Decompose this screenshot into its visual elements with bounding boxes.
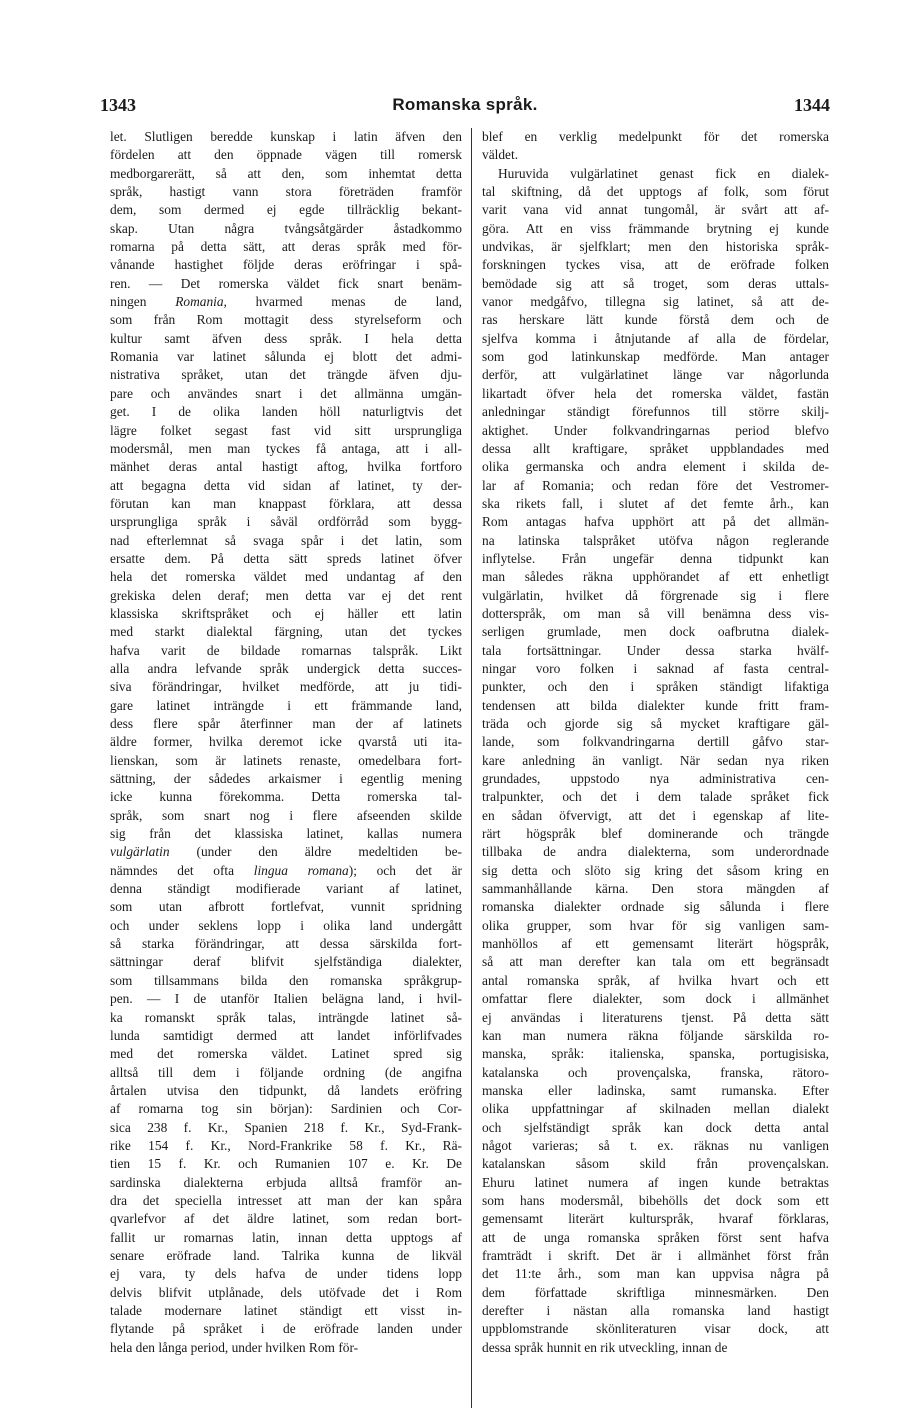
text-line: ras herskare lätt kunde förstå dem och de	[482, 312, 829, 328]
text-line: vulgärlatin (under den äldre medeltiden be-	[110, 844, 462, 860]
text-line: olika uppfattningar af skilnaden mellan dialekt	[482, 1101, 829, 1117]
text-line: dessa allt kraftigare, språket uppblandades med	[482, 440, 829, 456]
text-line: väldet.	[482, 147, 519, 163]
page-header	[100, 94, 830, 118]
text-line: grundades, uppstodo nya administrativa cen-	[482, 771, 829, 787]
text-line: gare latinet inträngde i ett främmande land,	[110, 697, 462, 713]
text-line: vulgärlatin, hvilket då förgrenade sig i flere	[482, 587, 829, 603]
text-line: Huruvida vulgärlatinet genast fick en dialek-	[498, 165, 829, 181]
text-line: hela den långa period, under hvilken Rom för-	[110, 1339, 359, 1355]
text-line: göra. Att en viss främmande brytning ej kunde	[482, 220, 829, 236]
text-line: att de unga romanska språken först sent hafva	[482, 1229, 829, 1245]
text-line: kultur samt äfven dess språk. I hela detta	[110, 330, 462, 346]
text-line: en sådan öfvervigt, att det i egenskap af lite-	[482, 807, 829, 823]
text-line: modersmål, men man tyckes få antaga, att i all-	[110, 440, 462, 456]
text-line: omfattar flere dialekter, som dock i allmänhet	[482, 991, 829, 1007]
left-column	[110, 128, 462, 1357]
text-line: dem, som dermed ej egde tillräcklig bekant-	[110, 202, 462, 218]
text-line: bemödade sig att så troget, som deras uttals-	[482, 275, 829, 291]
text-line: denna ständigt modifierade variant af latinet,	[110, 881, 462, 897]
text-line: skap. Utan några tvångsåtgärder åstadkommo	[110, 220, 462, 236]
text-line: rike 154 f. Kr., Nord-Frankrike 58 f. Kr., Rä-	[110, 1137, 462, 1153]
text-line: manhöllos af ett gemensamt literärt högspråk,	[482, 936, 829, 952]
text-line: siva förändringar, hvilket medförde, att ju tidi-	[110, 679, 462, 695]
text-line: flytande på språket i de eröfrade landen under	[110, 1321, 462, 1337]
text-line: rärt högspråk blef dominerande och trängde	[482, 826, 829, 842]
text-line: sättning, der sådedes arkaismer i egentlig mening	[110, 771, 462, 787]
text-line: dotterspråk, om man så vill benämna dess vis-	[482, 605, 829, 621]
text-line: katalanskan såsom skild från provençalskan.	[482, 1156, 829, 1172]
text-line: blef en verklig medelpunkt för det romerska	[482, 129, 829, 144]
text-line: man således räkna upphörandet af ett enhetligt	[482, 569, 829, 585]
text-line: varit vana vid annat tungomål, är svårt att af-	[482, 202, 829, 218]
text-line: och sjelfständigt språk kan dock detta antal	[482, 1119, 829, 1135]
text-line: att begagna detta vid sidan af latinet, ty der-	[110, 477, 462, 493]
text-line: aktighet. Under folkvandringarnas period blefvo	[482, 422, 829, 438]
text-line: fallit ur romarnas latin, innan detta upptogs af	[110, 1229, 462, 1245]
text-line: och under seklens lopp i olika land undergått	[110, 917, 462, 933]
text-line: nämndes det ofta lingua romana); och det är	[110, 862, 462, 878]
text-line: hela det romerska väldet med undantag af den	[110, 569, 462, 585]
text-line: sammanhållande kärna. Den stora mängden af	[482, 881, 829, 897]
text-line: dessa språk hunnit en rik utveckling, innan de	[482, 1339, 728, 1355]
text-line: hafva varit de bildade romarnas talspråk. Likt	[110, 642, 462, 658]
text-line: äldre former, hvilka deremot icke qvarstå uti ita-	[110, 734, 462, 750]
text-line: tendensen att bilda dialekter kunde fritt fram-	[482, 697, 829, 713]
text-line: som hans modersmål, bibehölls det dock som ett	[482, 1192, 829, 1208]
text-line: sig detta och slöto sig kring det såsom kring en	[482, 862, 829, 878]
text-line: ren. — Det romerska väldet fick snart benäm-	[110, 275, 462, 291]
text-line: något varieras; så t. ex. räknas nu vanligen	[482, 1137, 829, 1153]
text-line: ursprungliga språk i såväl ordförråd som bygg-	[110, 514, 462, 530]
text-line: sättningar deraf blifvit sjelfständiga dialekter,	[110, 954, 462, 970]
text-line: tala fortsättningar. Under dessa starka hvälf-	[482, 642, 829, 658]
text-line: punkter, och den i språken ständigt lifaktiga	[482, 679, 829, 695]
text-line: ej vara, ty dels hafva de under tidens lopp	[110, 1266, 462, 1282]
text-line: manska eller ladinska, samt rumanska. Efter	[482, 1082, 829, 1098]
text-line: senare eröfrade land. Talrika kunna de likväl	[110, 1247, 462, 1263]
text-line: nad efterlemnat så svaga spår i det latin, som	[110, 532, 462, 548]
text-line: klassiska skriftspråket och ej häller ett latin	[110, 605, 462, 621]
text-line: lar af Romania; och redan före det Vestromer-	[482, 477, 829, 493]
text-line: så starka förändringar, att dessa särskilda fort-	[110, 936, 462, 952]
text-line: tal skiftning, då det upptogs af folk, som förut	[482, 184, 829, 200]
running-title: Romanska språk.	[392, 95, 538, 114]
text-line: ningar voro folken i saknad af fasta central-	[482, 660, 829, 676]
text-line: likartadt öfver hela det romerska väldet, fastän	[482, 385, 829, 401]
text-line: let. Slutligen beredde kunskap i latin äfven den	[110, 129, 462, 144]
text-line: qvarlefvor af det äldre latinet, som redan bort-	[110, 1211, 462, 1227]
text-line: sica 238 f. Kr., Spanien 218 f. Kr., Syd-Frank-	[110, 1119, 462, 1135]
text-line: framträdt i skrift. Det är i allmänhet först från	[482, 1247, 829, 1263]
text-line: pare och användes snart i det allmänna umgän-	[110, 385, 462, 401]
text-line: tien 15 f. Kr. och Rumanien 107 e. Kr. De	[110, 1156, 462, 1172]
text-line: tillbaka de andra dialekterna, som underordnade	[482, 844, 829, 860]
page-number-right: 1344	[794, 95, 830, 115]
text-line: träda och gjorde sig så mycket kraftigare gäl-	[482, 716, 829, 731]
text-line: ka romanskt språk talas, inträngde latinet så-	[110, 1009, 462, 1025]
column-divider	[471, 128, 472, 1408]
text-line: Ehuru latinet numera af ingen kunde betraktas	[482, 1174, 829, 1190]
text-line: delvis blifvit utplånade, dels utöfvade det i Rom	[110, 1284, 462, 1300]
text-line: forskningen tyckes visa, att de eröfrade folken	[482, 257, 829, 273]
text-line: nistrativa språket, utan det trängde äfven dju-	[110, 367, 462, 383]
text-line: derför, att vulgärlatinet länge var någorlunda	[482, 367, 829, 383]
text-line: lienskan, som är latinets renaste, omedelbara fort-	[110, 752, 462, 768]
text-line: ej användas i literaturens tjenst. På detta sätt	[482, 1009, 829, 1025]
text-line: romarna på detta sätt, att deras språk med för-	[110, 239, 462, 255]
text-line: tralpunkter, och det i dem talade språket fick	[482, 789, 829, 805]
text-line: lande, som folkvandringarna dertill gåfvo star-	[482, 734, 829, 750]
text-line: talade modernare latinet ständigt ett visst in-	[110, 1303, 462, 1318]
text-line: uppblomstrande skönliteraturen visar dock, att	[482, 1321, 829, 1337]
text-line: antal romanska språk, af hvilka hvart och ett	[482, 972, 829, 988]
text-line: serligen grumlade, men dock oafbrutna dialek-	[482, 624, 829, 640]
text-line: manska, språk: italienska, spanska, portugisiska,	[482, 1046, 829, 1062]
text-line: fördelen att den öppnade vägen till romersk	[110, 147, 462, 163]
text-line: kan man numera räkna följande särskilda ro-	[482, 1027, 829, 1043]
text-line: af romarna tog sin början): Sardinien och Cor-	[110, 1101, 462, 1117]
text-line: alla andra lefvande språk undergick detta succes-	[110, 660, 462, 676]
text-line: na latinska talspråket utöfva någon reglerande	[482, 532, 829, 548]
text-line: Romania var latinet sålunda ej blott det admi-	[110, 349, 462, 365]
text-line: som god latinkunskap medförde. Man antager	[482, 349, 829, 365]
text-line: vanor medgåfvo, tillegna sig latinet, så att de-	[482, 294, 829, 310]
text-line: derefter i nästan alla romanska land hastigt	[482, 1303, 829, 1318]
text-line: dess flere spår återfinner man der af latinets	[110, 716, 462, 731]
text-line: sjelfva komma i åtnjutande af alla de fördelar,	[482, 330, 829, 346]
right-column	[482, 128, 829, 1357]
text-line: med det romerska väldet. Latinet spred sig	[110, 1046, 462, 1062]
page-number-left: 1343	[100, 95, 136, 115]
text-line: dem författade skriftliga minnesmärken. Den	[482, 1284, 829, 1300]
text-line: ningen Romania, hvarmed menas de land,	[110, 294, 462, 310]
text-line: dra det speciella intresset att man der kan spåra	[110, 1192, 462, 1208]
text-line: som tillsammans bilda den romanska språkgrup-	[110, 972, 462, 988]
text-line: anledningar ständigt förefunnos till större skilj-	[482, 404, 829, 420]
text-line: olika germanska och andra element i skilda de-	[482, 459, 829, 475]
text-line: språk, som snart nog i flere afseenden skilde	[110, 807, 462, 823]
text-line: undvikas, är sjelfklart; men den historiska språk-	[482, 239, 829, 255]
text-line: lunda samtidigt dermed att landet införlifvades	[110, 1027, 462, 1043]
text-line: ska rikets fall, i slutet af det femte årh., kan	[482, 495, 829, 511]
text-line: grekiska delen deraf; men detta var ej det rent	[110, 587, 462, 603]
text-line: medborgarerätt, så att den, som inhemtat detta	[110, 165, 462, 181]
text-line: romanska dialekter ordnade sig sålunda i flere	[482, 899, 829, 915]
text-line: som från Rom mottagit dess styrelseform och	[110, 312, 462, 328]
text-line: språk, hastigt vann stora företräden framför	[110, 184, 462, 200]
text-line: olika grupper, som hvar för sig vanligen sam-	[482, 917, 829, 933]
text-line: med starkt dialektal färgning, utan det tyckes	[110, 624, 462, 640]
text-line: inflytelse. Från ungefär denna tidpunkt kan	[482, 550, 829, 566]
text-line: Rom antagas hafva upphört att på det allmän-	[482, 514, 829, 530]
text-line: icke kunna förekomma. Detta romerska tal-	[110, 789, 462, 805]
text-line: pen. — I de utanför Italien belägna land, i hvil-	[110, 991, 462, 1007]
text-line: kare anledning än vanligt. När sedan nya riken	[482, 752, 829, 768]
text-line: get. I de olika landen höll naturligtvis det	[110, 404, 462, 420]
text-line: årtalen utvisa den tidpunkt, då landets eröfring	[110, 1082, 462, 1098]
text-line: gemensamt literärt kulturspråk, hvaraf förklaras,	[482, 1211, 829, 1227]
text-line: som utan afbrott fortlefvat, vunnit spridning	[110, 899, 462, 915]
text-line: mänhet deras antal hastigt aftog, hvilka fortforo	[110, 459, 462, 475]
text-line: vånande hastighet följde deras eröfringar i spå-	[110, 257, 462, 273]
text-line: alltså till dem i följande ordning (de angifna	[110, 1064, 462, 1080]
text-line: förutan kan man knappast förklara, att dessa	[110, 495, 462, 511]
text-line: sardinska dialekterna erbjuda alltså framför an-	[110, 1174, 462, 1190]
text-line: så att man derefter kan tala om ett begränsadt	[482, 954, 829, 970]
text-line: ersatte dem. På detta sätt spreds latinet öfver	[110, 550, 462, 566]
text-line: det 11:te årh., som man kan uppvisa några på	[482, 1266, 829, 1282]
text-line: katalanska och provençalska, franska, rätoro-	[482, 1064, 829, 1080]
text-line: sig från det klassiska latinet, kallas numera	[110, 826, 462, 842]
text-line: lägre folket segast fast vid sitt ursprungliga	[110, 422, 462, 438]
